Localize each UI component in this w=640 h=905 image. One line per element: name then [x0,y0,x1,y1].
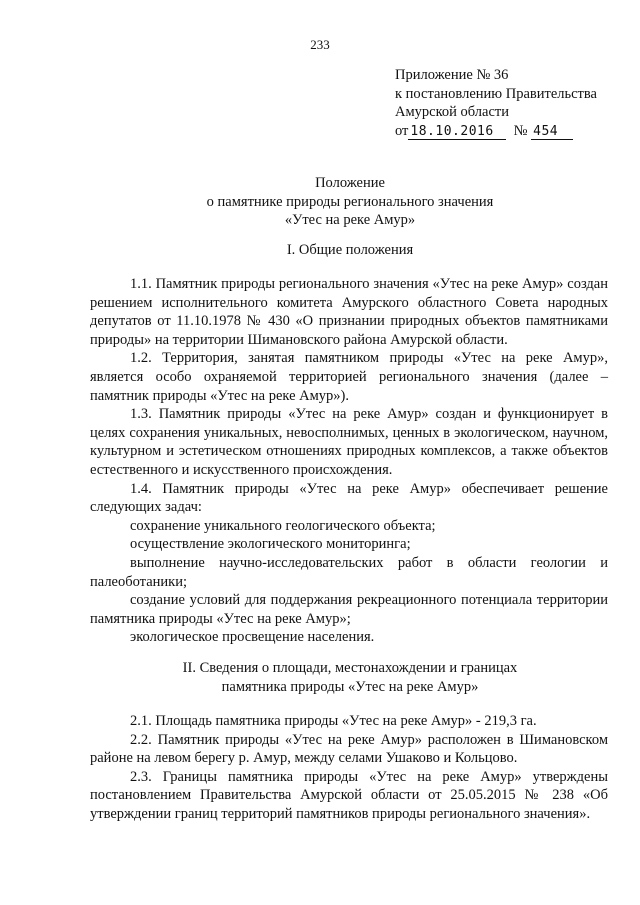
appendix-region: Амурской области [395,104,509,120]
resolution-date: 18.10.2016 [408,124,506,140]
heading-object-name: «Утес на реке Амур» [284,212,416,228]
task-item: экологическое просвещение населения. [130,629,375,646]
appendix-date-line [395,122,635,141]
task-item: сохранение уникального геологического объекта; [130,517,436,534]
from-label: от [395,122,409,139]
section-2-title [60,659,640,696]
document-heading [60,174,640,230]
heading-subtitle: о памятнике природы регионального значения [206,193,494,210]
paragraph-1-2: 1.2. Территория, занятая памятником природы «Утес на реке Амур», является особо охраняемой территорией регионального значения (далее – памятник природы «Утес на реке Амур»). [90,350,608,404]
paragraph-2-2: 2.2. Памятник природы «Утес на реке Амур» расположен в Шимановском районе на левом берегу р. Амур, между селами Ушаково и Кольцово. [90,731,608,767]
section-2-body [90,712,608,824]
task-item: выполнение научно-исследовательских работ в области геологии и палеоботаники; [90,554,608,590]
paragraph-1-3: 1.3. Памятник природы «Утес на реке Амур» создан и функционирует в целях сохранения уникальных, невосполнимых, ценных в экологическом, научном, культурном и эстетическом отношениях природных комплексов, а также объектов естественного и искусственного происхождения. [90,406,608,478]
appendix-resolution: к постановлению Правительства [395,85,597,102]
heading-title: Положение [315,175,385,191]
resolution-number: 454 [531,124,573,140]
paragraph-2-1: 2.1. Площадь памятника природы «Утес на реке Амур» - 219,3 га. [130,713,537,729]
number-label: № [513,122,528,139]
section-1-title: I. Общие положения [286,242,414,258]
appendix-block [395,66,635,140]
paragraph-1-4: 1.4. Памятник природы «Утес на реке Амур» обеспечивает решение следующих задач: [90,480,608,516]
section-1-body [90,275,608,647]
page-number: 233 [310,37,330,52]
paragraph-2-3: 2.3. Границы памятника природы «Утес на реке Амур» утверждены постановлением Правительства Амурской области от 25.05.2015 № 238 «Об утверждении границ территорий памятников природы регионального значения». [90,768,608,822]
task-item: создание условий для поддержания рекреационного потенциала территории памятника природы «Утес на реке Амур»; [90,592,608,627]
section-2-title-line-1: II. Сведения о площади, местонахождении и границах [182,660,518,676]
task-item: осуществление экологического мониторинга; [130,536,411,553]
appendix-title: Приложение № 36 [395,67,509,83]
paragraph-1-1: 1.1. Памятник природы регионального значения «Утес на реке Амур» создан решением исполнительного комитета Амурского областного Совета народных депутатов от 11.10.1978 № 430 «О признании природных объектов памятниками природы» на территории Шимановского района Амурской области. [90,276,608,348]
section-2-title-line-2: памятника природы «Утес на реке Амур» [221,678,479,695]
